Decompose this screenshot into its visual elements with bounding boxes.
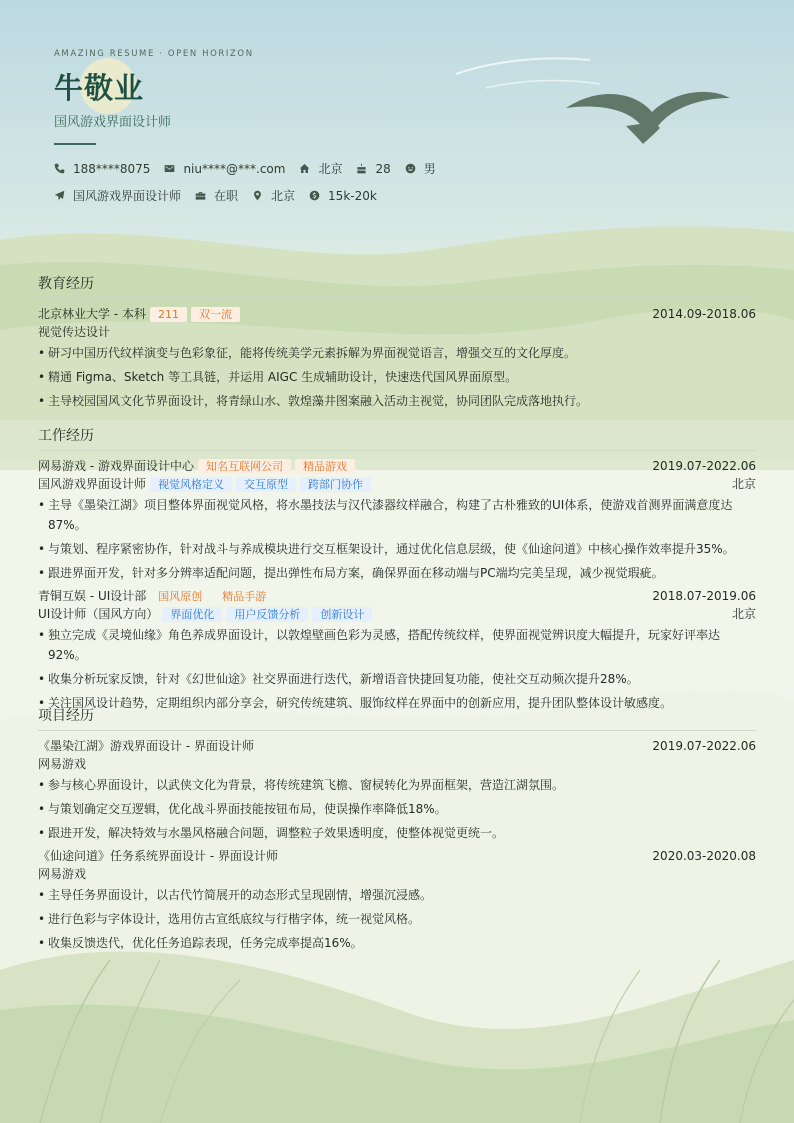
list-item: • 研习中国历代纹样演变与色彩象征，能将传统美学元素拆解为界面视觉语言，增强交互的文化厚度。 <box>38 343 756 363</box>
briefcase-icon <box>195 190 206 201</box>
company-name: 青铜互娱 - UI设计部 <box>38 589 147 603</box>
work-bullets <box>38 495 756 583</box>
work-date: 2018.07-2019.06 <box>652 589 756 603</box>
salary-icon <box>309 190 320 201</box>
work-entry <box>38 457 756 583</box>
company-tag: 国风原创 <box>158 589 203 603</box>
gender-icon <box>405 163 416 174</box>
contact-gender: 男 <box>405 160 436 177</box>
mail-icon <box>164 163 175 174</box>
list-item: • 参与核心界面设计，以武侠文化为背景，将传统建筑飞檐、窗棂转化为界面框架，营造江湖氛围。 <box>38 775 756 795</box>
company-tag: 精品手游 <box>222 589 267 603</box>
project-company: 网易游戏 <box>38 867 87 881</box>
list-item: • 跟进界面开发，针对多分辨率适配问题，提出弹性布局方案，确保界面在移动端与PC端均完美呈现，减少视觉瑕疵。 <box>38 563 756 583</box>
list-item: • 与策划确定交互逻辑，优化战斗界面技能按钮布局，使误操作率降低18%。 <box>38 799 756 819</box>
school-tag: 双一流 <box>191 307 240 322</box>
title-divider <box>54 143 96 145</box>
contact-phone: 188****8075 <box>54 162 150 176</box>
contact-row <box>54 160 450 177</box>
company-tag: 精品游戏 <box>295 459 355 474</box>
intent-status: 在职 <box>195 187 238 204</box>
list-item: • 主导任务界面设计，以古代竹简展开的动态形式呈现剧情，增强沉浸感。 <box>38 885 756 905</box>
education-section <box>38 273 756 415</box>
list-item: • 关注国风设计趋势，定期组织内部分享会，研究传统建筑、服饰纹样在界面中的创新应用，提升团队整体设计敏感度。 <box>38 693 756 713</box>
paper-plane-icon <box>54 190 65 201</box>
role-tag: 视觉风格定义 <box>150 477 232 492</box>
major: 视觉传达设计 <box>38 325 111 339</box>
birthday-cake-icon <box>356 163 367 174</box>
project-entry <box>38 847 756 953</box>
intent-city: 北京 <box>252 187 295 204</box>
project-bullets <box>38 885 756 953</box>
project-company: 网易游戏 <box>38 757 87 771</box>
list-item: • 主导校园国风文化节界面设计，将青绿山水、敦煌藻井图案融入活动主视觉，协同团队完成落地执行。 <box>38 391 756 411</box>
project-name: 《仙途问道》任务系统界面设计 - 界面设计师 <box>38 849 278 863</box>
intent-position: 国风游戏界面设计师 <box>54 187 181 204</box>
phone-icon <box>54 163 65 174</box>
job-intent-row <box>54 187 391 204</box>
company-name: 网易游戏 - 游戏界面设计中心 <box>38 459 194 473</box>
tagline: AMAZING RESUME · OPEN HORIZON <box>54 49 254 59</box>
intent-salary: 15k-20k <box>309 189 377 203</box>
contact-email: niu****@***.com <box>164 162 285 176</box>
work-bullets <box>38 625 756 713</box>
role-name: 国风游戏界面设计师 <box>38 477 147 491</box>
home-icon <box>299 163 310 174</box>
project-date: 2019.07-2022.06 <box>652 739 756 753</box>
projects-section <box>38 705 756 957</box>
project-name: 《墨染江湖》游戏界面设计 - 界面设计师 <box>38 739 254 753</box>
education-bullets <box>38 343 756 411</box>
section-title: 工作经历 <box>38 425 756 451</box>
project-date: 2020.03-2020.08 <box>652 849 756 863</box>
role-tag: 跨部门协作 <box>300 477 371 492</box>
project-entry <box>38 737 756 843</box>
list-item: • 与策划、程序紧密协作，针对战斗与养成模块进行交互框架设计，通过优化信息层级，使《仙途问道》中核心操作效率提升35%。 <box>38 539 756 559</box>
list-item: • 收集反馈迭代，优化任务追踪表现，任务完成率提高16%。 <box>38 933 756 953</box>
job-title: 国风游戏界面设计师 <box>54 115 172 130</box>
education-entry <box>38 305 756 411</box>
work-section <box>38 425 756 717</box>
education-date: 2014.09-2018.06 <box>652 307 756 321</box>
contact-home: 北京 <box>299 160 342 177</box>
role-name: UI设计师（国风方向） <box>38 607 159 621</box>
work-city: 北京 <box>731 607 756 621</box>
location-pin-icon <box>252 190 263 201</box>
list-item: • 精通 Figma、Sketch 等工具链，并运用 AIGC 生成辅助设计，快速迭代国风界面原型。 <box>38 367 756 387</box>
list-item: • 进行色彩与字体设计，选用仿古宣纸底纹与行楷字体，统一视觉风格。 <box>38 909 756 929</box>
list-item: • 独立完成《灵境仙缘》角色养成界面设计，以敦煌壁画色彩为灵感，搭配传统纹样，使界面视觉辨识度大幅提升，玩家好评率达92%。 <box>38 625 756 665</box>
work-entry <box>38 587 756 713</box>
contact-age: 28 <box>356 162 390 176</box>
role-tag: 交互原型 <box>236 477 296 492</box>
list-item: • 主导《墨染江湖》项目整体界面视觉风格，将水墨技法与汉代漆器纹样融合，构建了古朴雅致的UI体系，使游戏首测界面满意度达87%。 <box>38 495 756 535</box>
role-tag: 创新设计 <box>312 607 372 622</box>
project-bullets <box>38 775 756 843</box>
candidate-name: 牛敬业 <box>54 71 145 105</box>
list-item: • 跟进开发，解决特效与水墨风格融合问题，调整粒子效果透明度，使整体视觉更统一。 <box>38 823 756 843</box>
school-tag: 211 <box>150 307 187 322</box>
section-title: 教育经历 <box>38 273 756 299</box>
role-tag: 用户反馈分析 <box>226 607 308 622</box>
list-item: • 收集分析玩家反馈，针对《幻世仙途》社交界面进行迭代，新增语音快捷回复功能，使社交互动频次提升28%。 <box>38 669 756 689</box>
section-title: 项目经历 <box>38 705 756 731</box>
school-name: 北京林业大学 - 本科 <box>38 307 146 321</box>
work-city: 北京 <box>731 477 756 491</box>
work-date: 2019.07-2022.06 <box>652 459 756 473</box>
company-tag: 知名互联网公司 <box>198 459 291 474</box>
role-tag: 界面优化 <box>162 607 222 622</box>
